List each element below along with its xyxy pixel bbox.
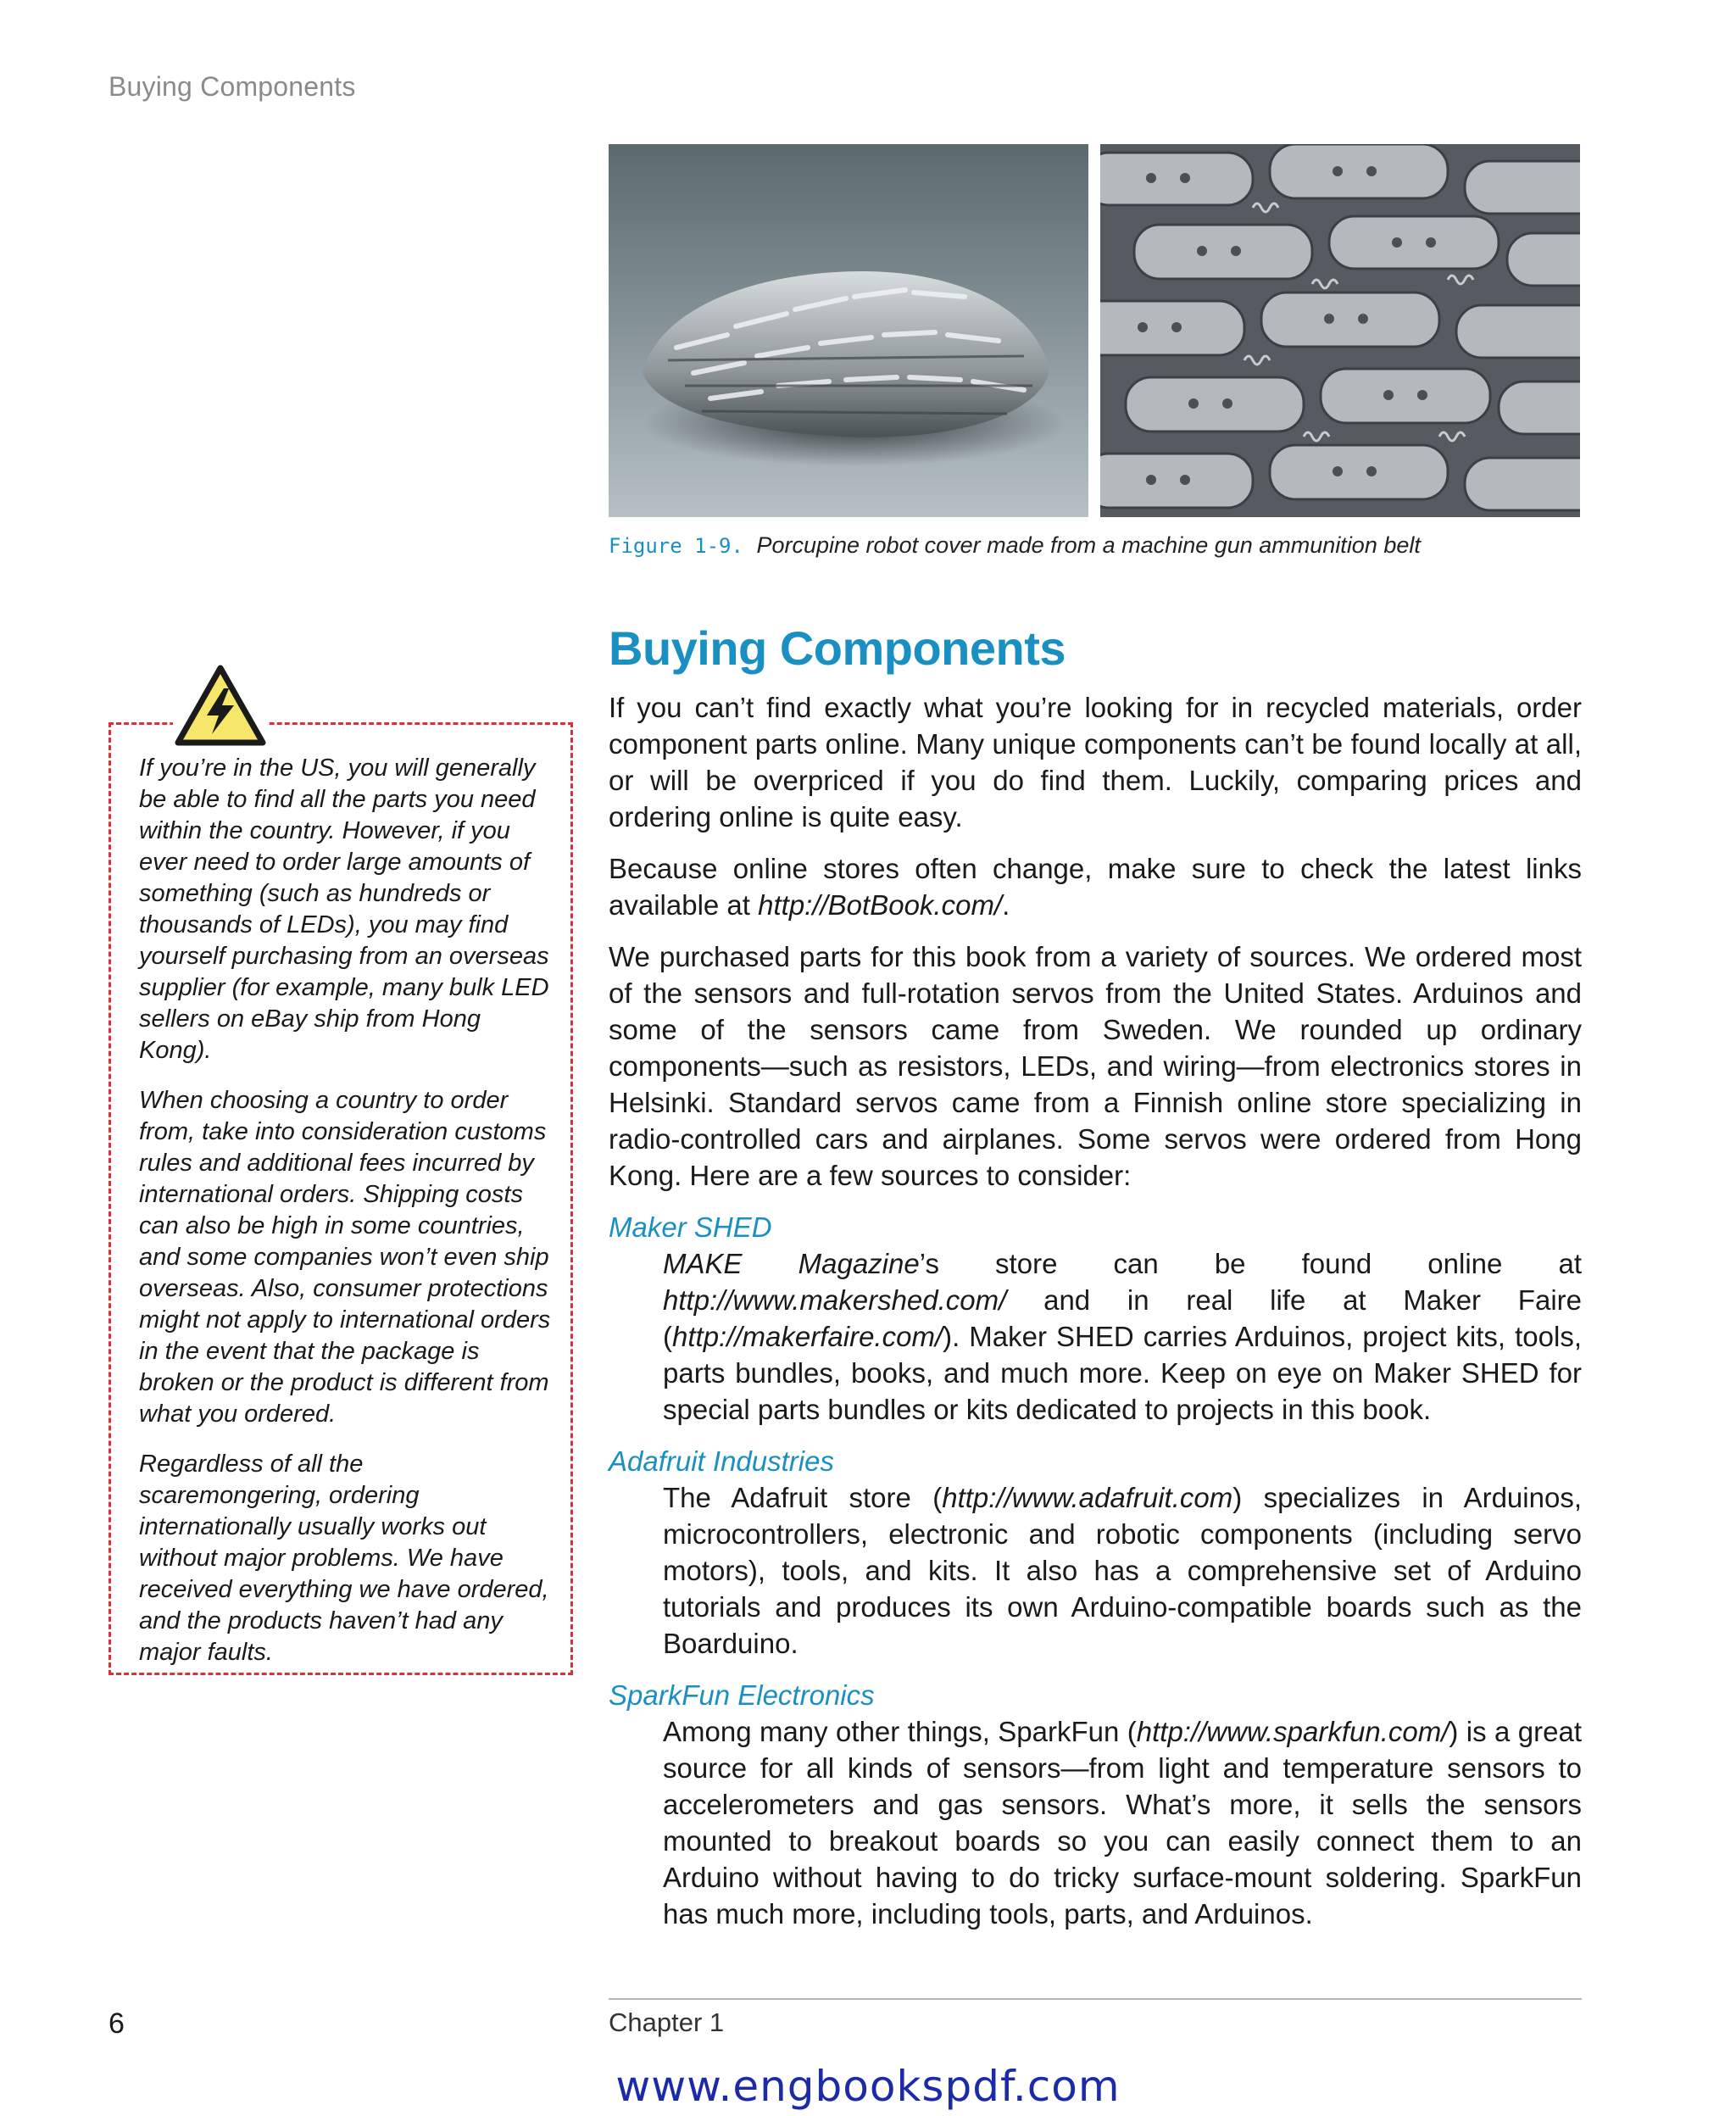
sparkfun-link[interactable]: http://www.sparkfun.com/ xyxy=(1136,1716,1449,1747)
paragraph-links xyxy=(609,850,1582,923)
make-magazine-title: MAKE Magazine xyxy=(663,1248,920,1279)
maker-text-1: ’s store can be found online at xyxy=(919,1248,1583,1279)
paragraph-links-text: Because online stores often change, make sure to check the latest links available at xyxy=(609,853,1582,921)
term-maker-shed: Maker SHED xyxy=(609,1211,772,1243)
warning-paragraph-2: When choosing a country to order from, take into consideration customs rules and additional fees incurred by international orders. Shipping costs can also be high in some countries, and some companies won’t even ship overseas. Also, consumer protections might not apply to international orders in the event that the package is broken or the product is different from what you ordered. xyxy=(139,1087,551,1428)
term-sparkfun: SparkFun Electronics xyxy=(609,1679,875,1711)
sparkfun-text-2: ) is a great source for all kinds of sensors—from light and temperature sensors to accelerometers and gas sensors. What’s more, it sells the sensors mounted to breakout boards so you can easily connect them to an Arduino without having to do tricky surface-mount soldering. SparkFun has much more, including tools, parts, and Arduinos. xyxy=(663,1716,1582,1929)
adafruit-text-1: The Adafruit store ( xyxy=(663,1482,943,1513)
robot-photo-overview xyxy=(609,144,1088,517)
sparkfun-text-1: Among many other things, SparkFun ( xyxy=(663,1716,1137,1747)
figure-caption-text: Porcupine robot cover made from a machine gun ammunition belt xyxy=(756,532,1421,558)
warning-paragraph-1: If you’re in the US, you will generally be able to find all the parts you need within the country. However, if you ever need to order large amounts of something (such as hundreds or thousands of LEDs), you may find yourself purchasing from an overseas supplier (for example, many bulk LED sellers on eBay ship from Hong Kong). xyxy=(139,755,549,1064)
porcupine-robot-illustration xyxy=(609,144,1088,517)
paragraph-intro: If you can’t find exactly what you’re looking for in recycled materials, order component parts online. Many unique components can’t be found locally at all, or will be overpriced if you do find them. Luckily, comparing prices and ordering online is quite easy. xyxy=(609,692,1582,832)
makershed-link[interactable]: http://www.makershed.com/ xyxy=(663,1284,1007,1316)
maker-text-2: and in real life at Maker Faire ( xyxy=(663,1284,1582,1352)
adafruit-link[interactable]: http://www.adafruit.com xyxy=(942,1482,1233,1513)
footer-rule xyxy=(609,1998,1582,2000)
paragraph-links-end: . xyxy=(1002,889,1010,921)
definition-maker-shed xyxy=(663,1245,1582,1428)
chapter-label: Chapter 1 xyxy=(609,2007,725,2037)
ammunition-belt-closeup-illustration xyxy=(1100,144,1580,517)
robot-photo-closeup xyxy=(1100,144,1580,517)
definition-adafruit xyxy=(663,1479,1582,1662)
botbook-link[interactable]: http://BotBook.com/ xyxy=(758,889,1003,921)
adafruit-text-2: ) specializes in Arduinos, microcontrollers, electronic and robotic components (including servo motors), tools, and kits. It also has a comprehensive set of Arduino tutorials and produces its own Arduino-compatible boards such as the Boarduino. xyxy=(663,1482,1582,1659)
makerfaire-link[interactable]: http://makerfaire.com/ xyxy=(672,1321,943,1352)
page-number: 6 xyxy=(108,2007,125,2040)
figure-caption xyxy=(609,532,1583,559)
maker-text-3: ). Maker SHED carries Arduinos, project kits, tools, parts bundles, books, and much more. Keep on eye on Maker SHED for special parts bundles or kits dedicated to projects in this book. xyxy=(663,1321,1582,1425)
section-title: Buying Components xyxy=(609,621,1066,675)
warning-sidebar-text xyxy=(139,753,553,1687)
definition-sparkfun xyxy=(663,1713,1582,1932)
warning-paragraph-3: Regardless of all the scaremongering, ordering internationally usually works out without major problems. We have received everything we have ordered, and the products haven’t had any major faults. xyxy=(139,1451,549,1666)
running-head: Buying Components xyxy=(108,71,356,102)
watermark-url[interactable]: www.engbookspdf.com xyxy=(615,2062,1121,2111)
figure-label: Figure 1-9. xyxy=(609,534,743,558)
paragraph-sources: We purchased parts for this book from a variety of sources. We ordered most of the sensors and full-rotation servos from the United States. Arduinos and some of the sensors came from Sweden. We rounded up ordinary components—such as resistors, LEDs, and wiring—from electronics stores in Helsinki. Standard servos came from a Finnish online store specializing in radio-controlled cars and airplanes. Some servos were ordered from Hong Kong. Here are a few sources to consider: xyxy=(609,941,1582,1191)
high-voltage-warning-icon xyxy=(173,663,268,748)
main-column xyxy=(609,621,1582,1947)
term-adafruit: Adafruit Industries xyxy=(609,1445,834,1477)
